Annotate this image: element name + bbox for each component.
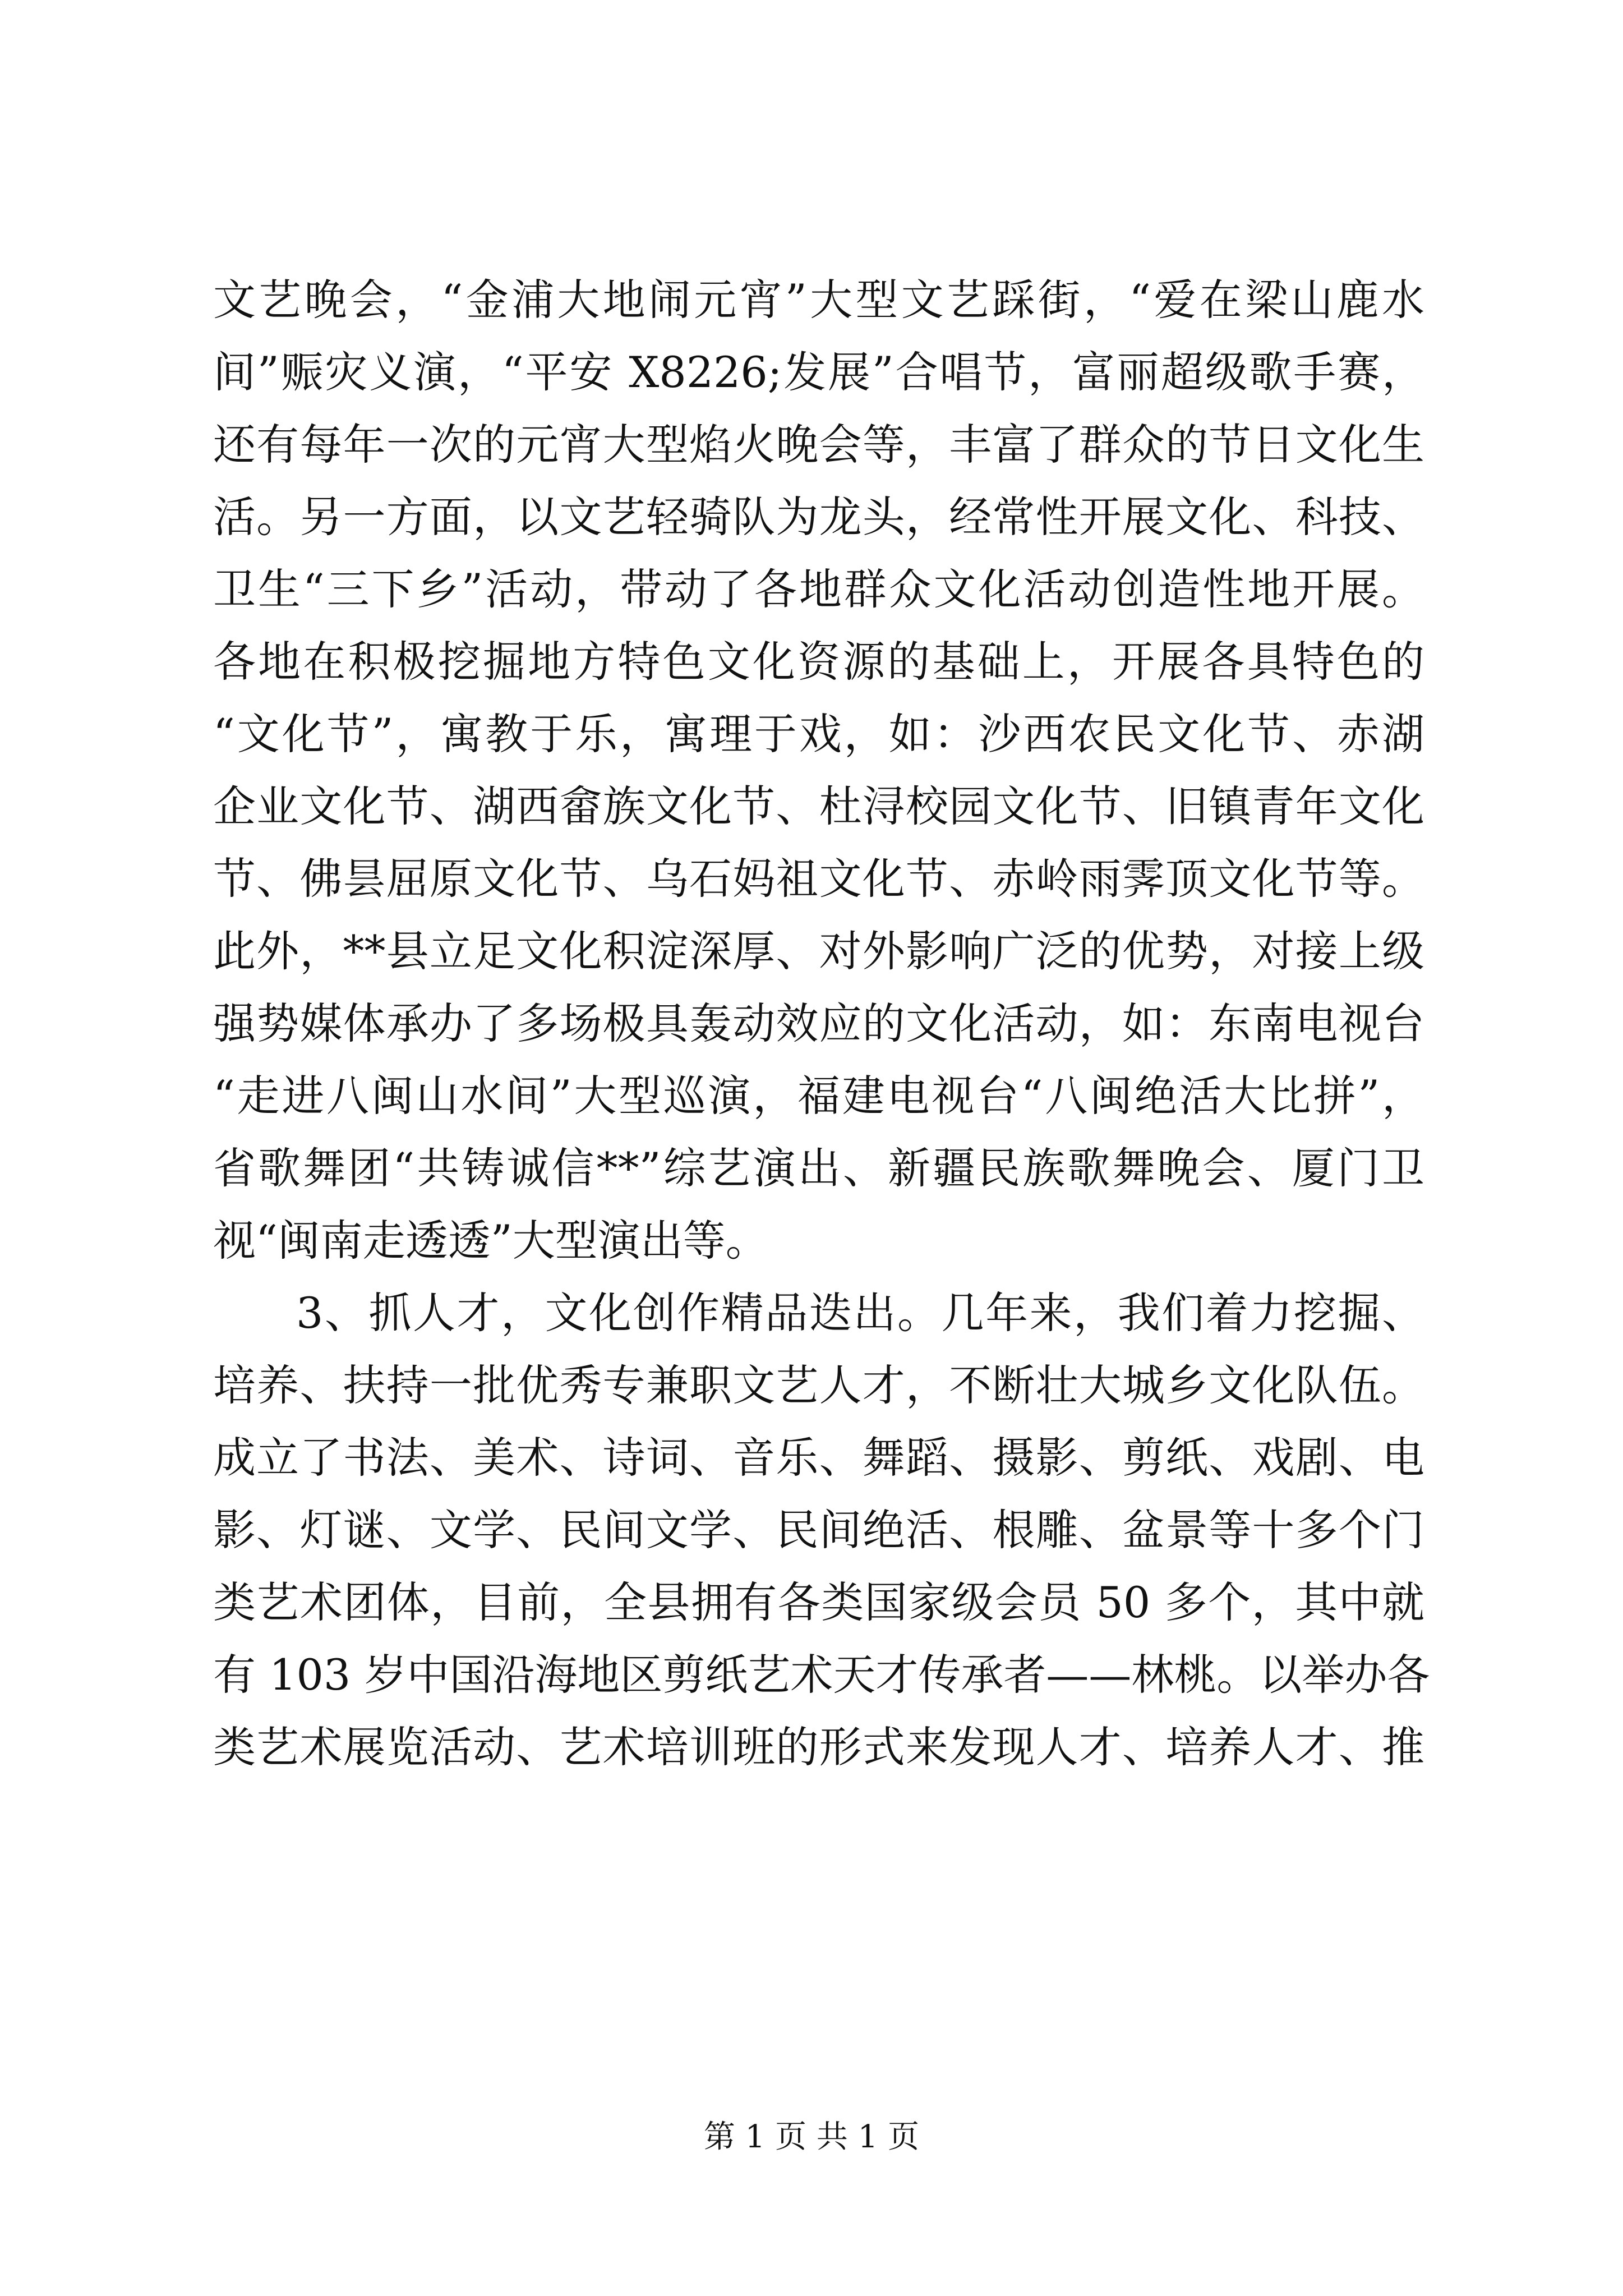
text-line: 省歌舞团“共铸诚信**”综艺演出、新疆民族歌舞晚会、厦门卫 — [213, 1143, 1424, 1193]
body-text — [213, 264, 1430, 1783]
text-line: 文艺晚会，“金浦大地闹元宵”大型文艺踩街，“爱在梁山鹿水 — [213, 275, 1424, 325]
page-footer — [0, 2115, 1623, 2160]
text-line: 3、抓人才，文化创作精品迭出。几年来，我们着力挖掘、 — [296, 1288, 1424, 1338]
text-line: 培养、扶持一批优秀专兼职文艺人才，不断壮大城乡文化队伍。 — [213, 1360, 1424, 1410]
text-line: 卫生“三下乡”活动，带动了各地群众文化活动创造性地开展。 — [213, 564, 1424, 614]
text-line: 类艺术团体，目前，全县拥有各类国家级会员 50 多个，其中就 — [213, 1577, 1424, 1627]
text-line: 此外，**县立足文化积淀深厚、对外影响广泛的优势，对接上级 — [213, 926, 1424, 976]
text-line: “文化节”，寓教于乐，寓理于戏，如：沙西农民文化节、赤湖 — [213, 709, 1424, 759]
text-line: 影、灯谜、文学、民间文学、民间绝活、根雕、盆景等十多个门 — [213, 1505, 1424, 1555]
text-line: “走进八闽山水间”大型巡演，福建电视台“八闽绝活大比拼”， — [213, 1071, 1424, 1121]
page-number: 第 1 页 共 1 页 — [703, 2119, 920, 2155]
text-line: 有 103 岁中国沿海地区剪纸艺术天才传承者——林桃。以举办各 — [213, 1650, 1430, 1700]
text-line: 成立了书法、美术、诗词、音乐、舞蹈、摄影、剪纸、戏剧、电 — [213, 1433, 1424, 1483]
text-line: 各地在积极挖掘地方特色文化资源的基础上，开展各具特色的 — [213, 637, 1424, 687]
text-line: 活。另一方面，以文艺轻骑队为龙头，经常性开展文化、科技、 — [213, 492, 1424, 542]
text-line: 节、佛昙屈原文化节、乌石妈祖文化节、赤岭雨霁顶文化节等。 — [213, 854, 1424, 904]
text-line: 视“闽南走透透”大型演出等。 — [213, 1216, 768, 1266]
text-line: 强势媒体承办了多场极具轰动效应的文化活动，如：东南电视台 — [213, 999, 1424, 1048]
text-line: 类艺术展览活动、艺术培训班的形式来发现人才、培养人才、推 — [213, 1722, 1424, 1772]
text-line: 企业文化节、湖西畲族文化节、杜浔校园文化节、旧镇青年文化 — [213, 781, 1424, 831]
text-line: 还有每年一次的元宵大型焰火晚会等，丰富了群众的节日文化生 — [213, 420, 1424, 470]
text-line: 间”赈灾义演，“平安 X8226;发展”合唱节，富丽超级歌手赛， — [213, 347, 1424, 397]
